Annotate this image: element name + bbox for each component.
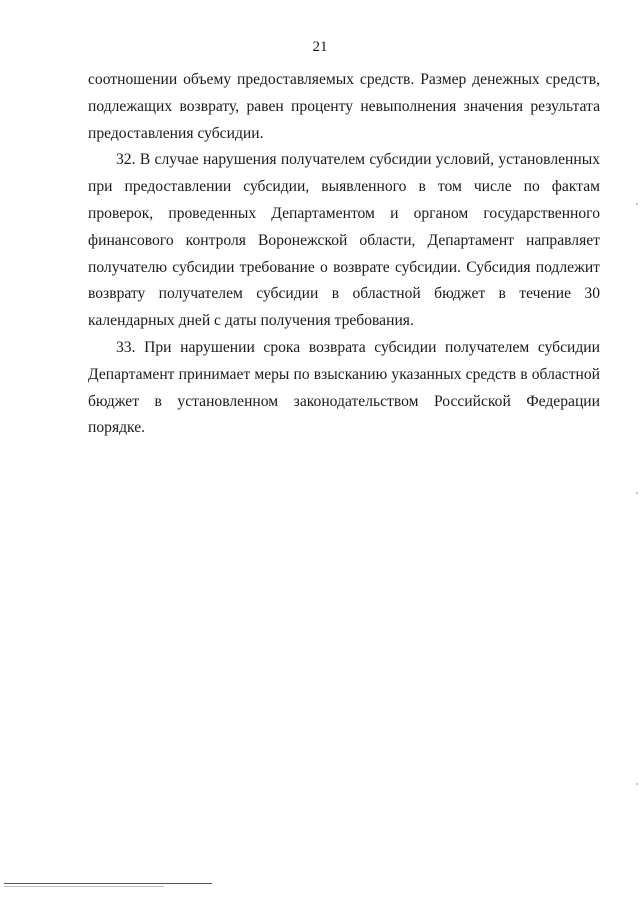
footer-rule-faint xyxy=(4,886,164,887)
document-body xyxy=(88,67,600,442)
scan-speck xyxy=(636,492,638,494)
paragraph-33: 33. При нарушении срока возврата субсидии получателем субсидии Департамент принимает меры по взысканию указанных средств в областной бюджет в установленном законодательством Российской Федерации порядке. xyxy=(88,338,600,437)
scan-speck xyxy=(636,783,638,785)
scan-speck xyxy=(636,203,638,205)
paragraph-32: 32. В случае нарушения получателем субсидии условий, установленных при предоставлении субсидии, выявленного в том числе по фактам проверок, проведенных Департаментом и органом государственного финансового контроля Воронежской области, Департамент направляет получателю субсидии требование о возврате субсидии. Субсидия подлежит возврату получателем субсидии в областной бюджет в течение 30 календарных дней с даты получения требования. xyxy=(88,151,600,330)
page-number: 21 xyxy=(312,39,328,55)
footer-rule xyxy=(4,883,212,884)
paragraph-continuation: соотношении объему предоставляемых средств. Размер денежных средств, подлежащих возврату, равен проценту невыполнения значения результата предоставления субсидии. xyxy=(88,71,600,142)
